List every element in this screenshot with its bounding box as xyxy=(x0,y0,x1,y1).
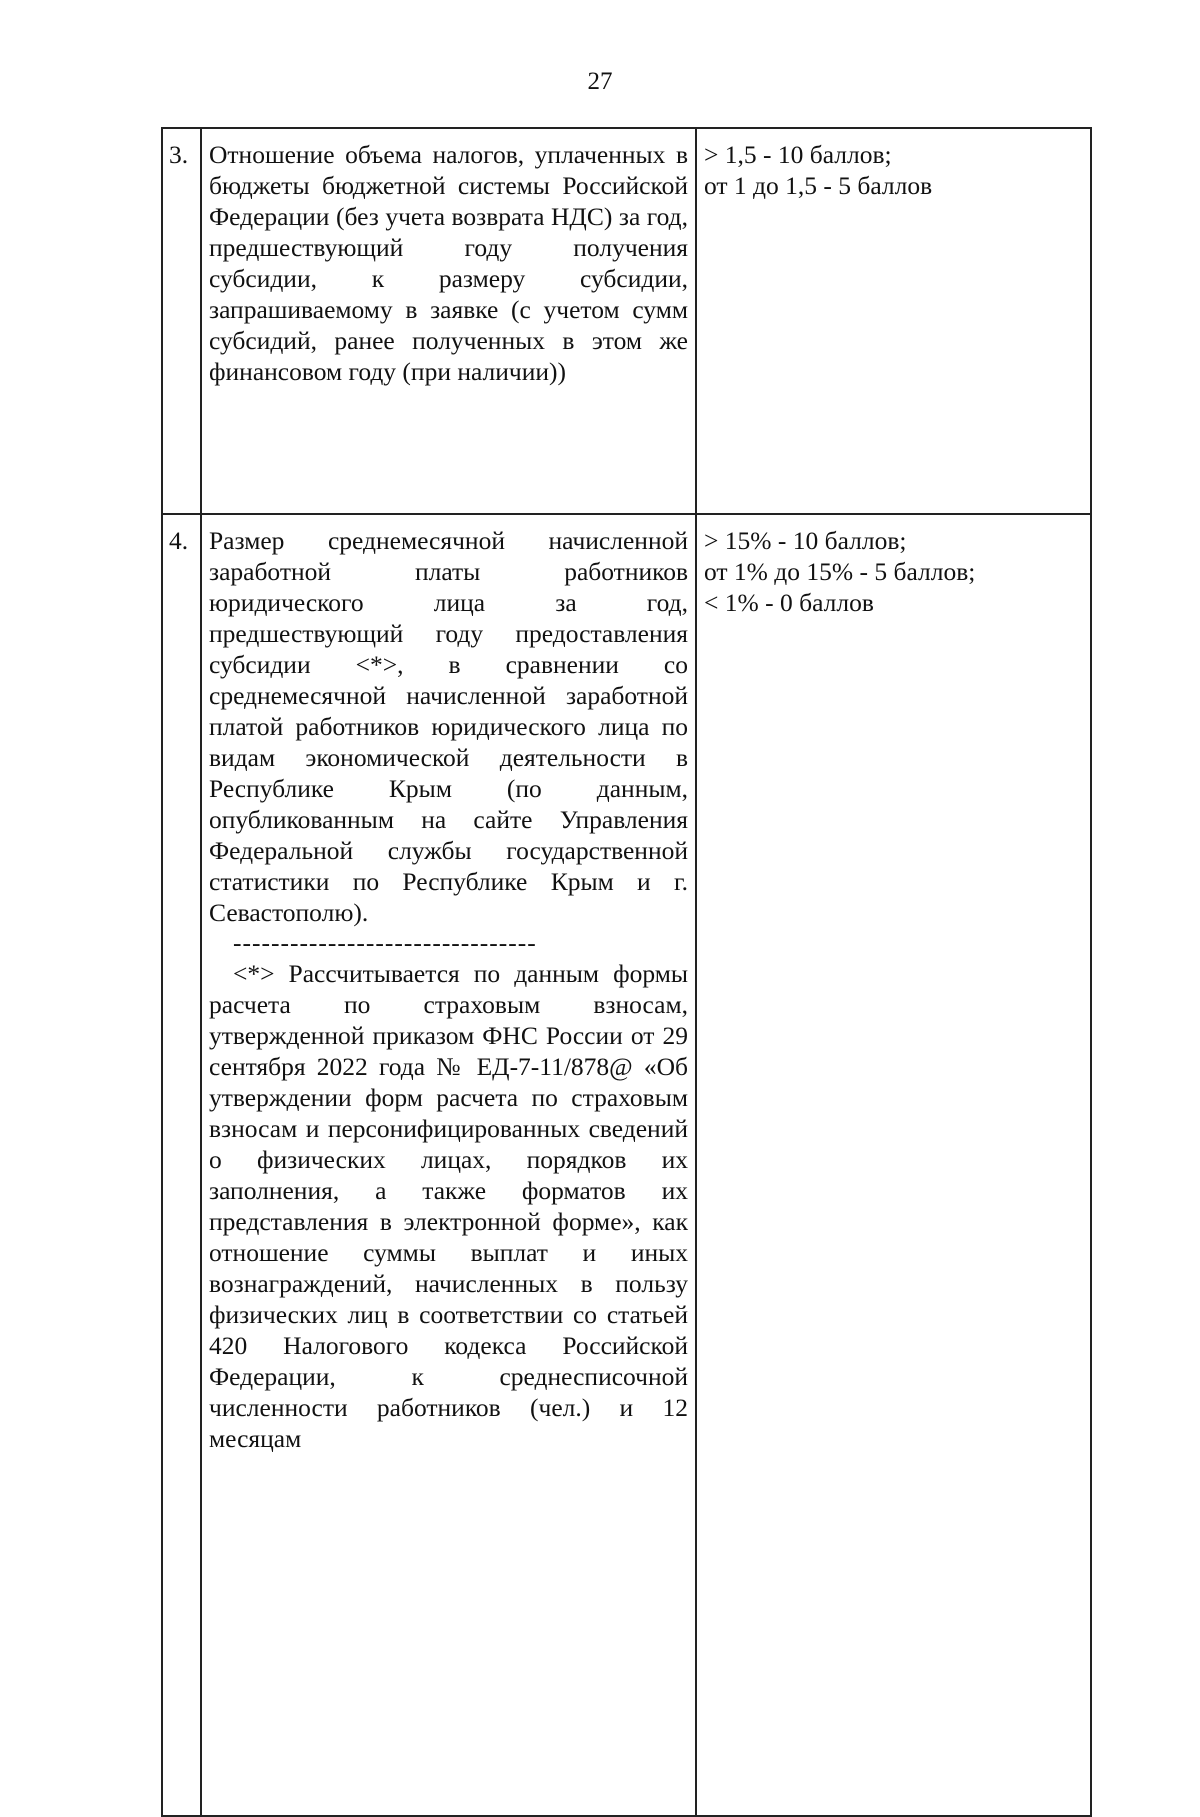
criterion-text: Размер среднемесячной начисленной заработной платы работников юридического лица за год, предшествующий году предоставления субсидии <*>, в сравнении со среднемесячной начисленной заработной платой работников юридического лица по видам экономической деятельности в Республике Крым (по данным, опубликованным на сайте Управления Федеральной службы государственной статистики по Республике Крым и г. Севастополю). xyxy=(209,526,688,927)
score-line: < 1% - 0 баллов xyxy=(704,588,874,617)
score-cell xyxy=(696,128,1091,514)
criteria-table xyxy=(161,127,1092,1817)
footnote-text: <*> Рассчитывается по данным формы расчета по страховым взносам, утвержденной приказом ФНС России от 29 сентября 2022 года № ЕД-7-11/878@ «Об утверждении форм расчета по страховым взносам и персонифицированных сведений о физических лицах, порядков их заполнения, а также форматов их представления в электронной форме», как отношение суммы выплат и иных вознаграждений, начисленных в пользу физических лиц в соответствии со статьей 420 Налогового кодекса Российской Федерации, к среднесписочной численности работников (чел.) и 12 месяцам xyxy=(209,959,688,1453)
score-cell xyxy=(696,514,1091,1816)
score-line: > 1,5 - 10 баллов; xyxy=(704,140,892,169)
score-line: > 15% - 10 баллов; xyxy=(704,526,907,555)
row-number: 3. xyxy=(162,128,201,514)
score-line: от 1% до 15% - 5 баллов; xyxy=(704,557,976,586)
page-number: 27 xyxy=(587,68,613,95)
table-row xyxy=(162,128,1091,514)
footnote-divider: -------------------------------- xyxy=(233,928,537,957)
criterion-description xyxy=(201,514,696,1816)
criterion-text: Отношение объема налогов, уплаченных в бюджеты бюджетной системы Российской Федерации (без учета возврата НДС) за год, предшествующий году получения субсидии, к размеру субсидии, запрашиваемому в заявке (с учетом сумм субсидий, ранее полученных в этом же финансовом году (при наличии)) xyxy=(209,140,688,386)
score-line: от 1 до 1,5 - 5 баллов xyxy=(704,171,933,200)
row-number: 4. xyxy=(162,514,201,1816)
table-row xyxy=(162,514,1091,1816)
criterion-description xyxy=(201,128,696,514)
